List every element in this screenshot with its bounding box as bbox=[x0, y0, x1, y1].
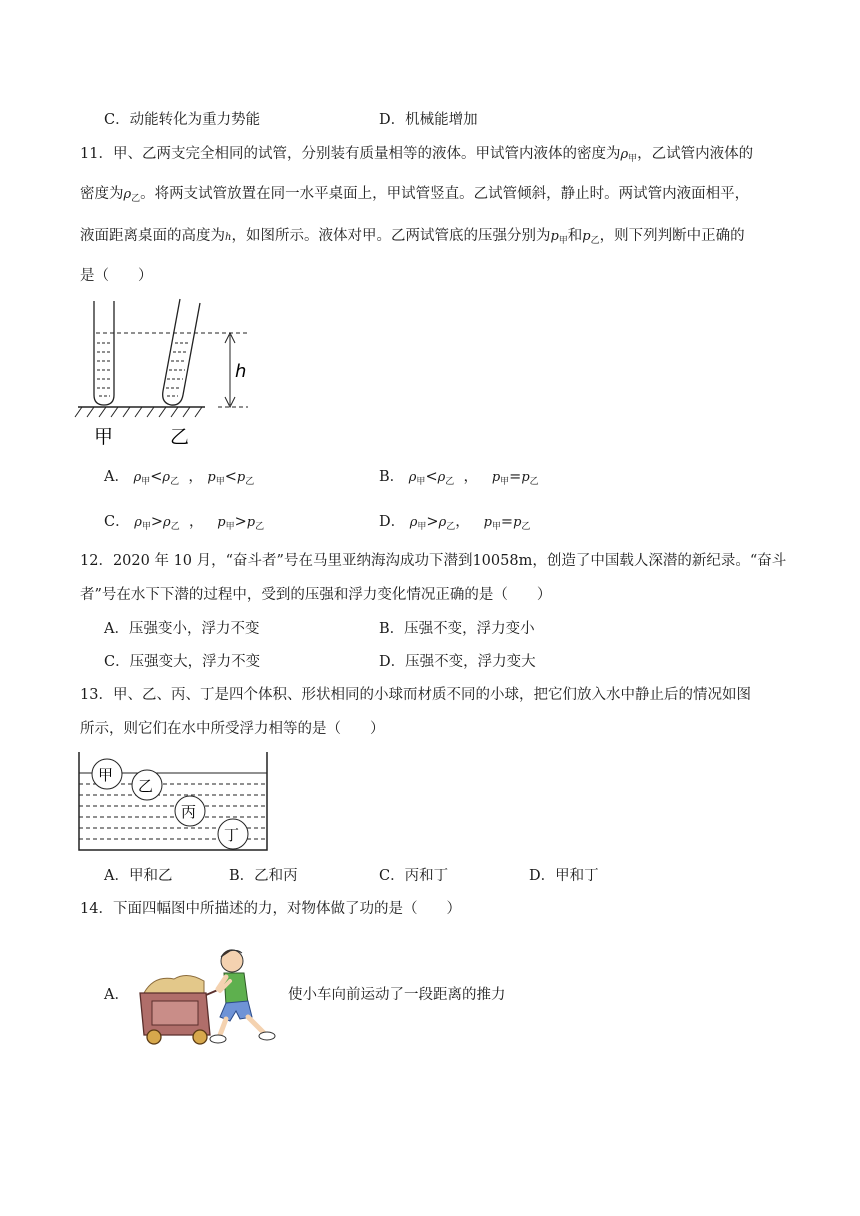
ball-ding-label: 丁 bbox=[224, 826, 240, 844]
q11-option-a: A． $\rho_甲<\rho_乙$ ， $p_甲<p_乙$ bbox=[104, 469, 255, 487]
q11-text: 11．甲、乙两支完全相同的试管，分别装有质量相等的液体。甲试管内液体的密度为 bbox=[80, 146, 621, 162]
q14-option-a-label: A． bbox=[104, 987, 129, 1003]
q11-option-b: B． $\rho_甲<\rho_乙$ ， $p_甲=p_乙$ bbox=[379, 469, 539, 487]
boy-pushing-cart-illustration bbox=[132, 945, 282, 1047]
q12-option-c: C．压强变大，浮力不变 bbox=[104, 654, 261, 670]
q10-option-d: D．机械能增加 bbox=[379, 112, 478, 128]
q13-option-d: D．甲和丁 bbox=[529, 868, 599, 884]
floating-balls-figure bbox=[76, 750, 272, 854]
ball-yi-label: 乙 bbox=[138, 777, 154, 795]
q14-line-1: 14．下面四幅图中所描述的力，对物体做了功的是（ ） bbox=[80, 901, 461, 917]
q13-line-2: 所示，则它们在水中所受浮力相等的是（ ） bbox=[80, 721, 385, 737]
rho-yi-symbol: $\rho_乙$ bbox=[123, 187, 141, 204]
h-symbol: h bbox=[225, 232, 232, 243]
q12-option-d: D．压强不变，浮力变大 bbox=[379, 654, 536, 670]
ball-bing-label: 丙 bbox=[181, 803, 197, 821]
q11-option-d: D． $\rho_甲>\rho_乙$， $p_甲=p_乙$ bbox=[379, 514, 531, 532]
figure-h-label: h bbox=[235, 361, 247, 382]
q13-option-c: C．丙和丁 bbox=[379, 868, 449, 884]
figure-label-yi: 乙 bbox=[170, 426, 190, 448]
p-jia-symbol: $p_甲$ bbox=[550, 229, 568, 246]
test-tubes-figure bbox=[70, 295, 270, 450]
rho-jia-symbol: $\rho_甲$ bbox=[620, 147, 638, 164]
q11-option-c: C． $\rho_甲>\rho_乙$ ， $p_甲>p_乙$ bbox=[104, 514, 265, 532]
q11-line-2: 密度为$\rho_乙$。将两支试管放置在同一水平桌面上，甲试管竖直。乙试管倾斜，静止时。两试管内液面相平， bbox=[80, 186, 750, 204]
p-yi-symbol: $p_乙$ bbox=[582, 229, 600, 246]
q11-line-4: 是（ ） bbox=[80, 268, 153, 284]
q12-line-1: 12．2020 年 10 月，“奋斗者”号在马里亚纳海沟成功下潜到10058m，创造了中国载人深潜的新纪录。“奋斗 bbox=[80, 553, 787, 569]
q13-line-1: 13．甲、乙、丙、丁是四个体积、形状相同的小球而材质不同的小球，把它们放入水中静止后的情况如图 bbox=[80, 687, 751, 703]
q12-option-b: B．压强不变，浮力变小 bbox=[379, 621, 535, 637]
q11-line-1: 11．甲、乙两支完全相同的试管，分别装有质量相等的液体。甲试管内液体的密度为$\rho_甲$，乙试管内液体的 bbox=[80, 146, 754, 164]
q13-option-a: A．甲和乙 bbox=[104, 868, 173, 884]
q13-option-b: B．乙和丙 bbox=[229, 868, 298, 884]
q10-option-c: C．动能转化为重力势能 bbox=[104, 112, 261, 128]
q11-line-3: 液面距离桌面的高度为h，如图所示。液体对甲。乙两试管底的压强分别为$p_甲$和$p_乙$，则下列判断中正确的 bbox=[80, 228, 745, 246]
q12-line-2: 者”号在水下下潜的过程中，受到的压强和浮力变化情况正确的是（ ） bbox=[80, 587, 552, 603]
q14-option-a-text: 使小车向前运动了一段距离的推力 bbox=[288, 987, 506, 1003]
figure-label-jia: 甲 bbox=[94, 426, 114, 448]
ball-jia-label: 甲 bbox=[98, 766, 114, 784]
q12-option-a: A．压强变小，浮力不变 bbox=[104, 621, 260, 637]
